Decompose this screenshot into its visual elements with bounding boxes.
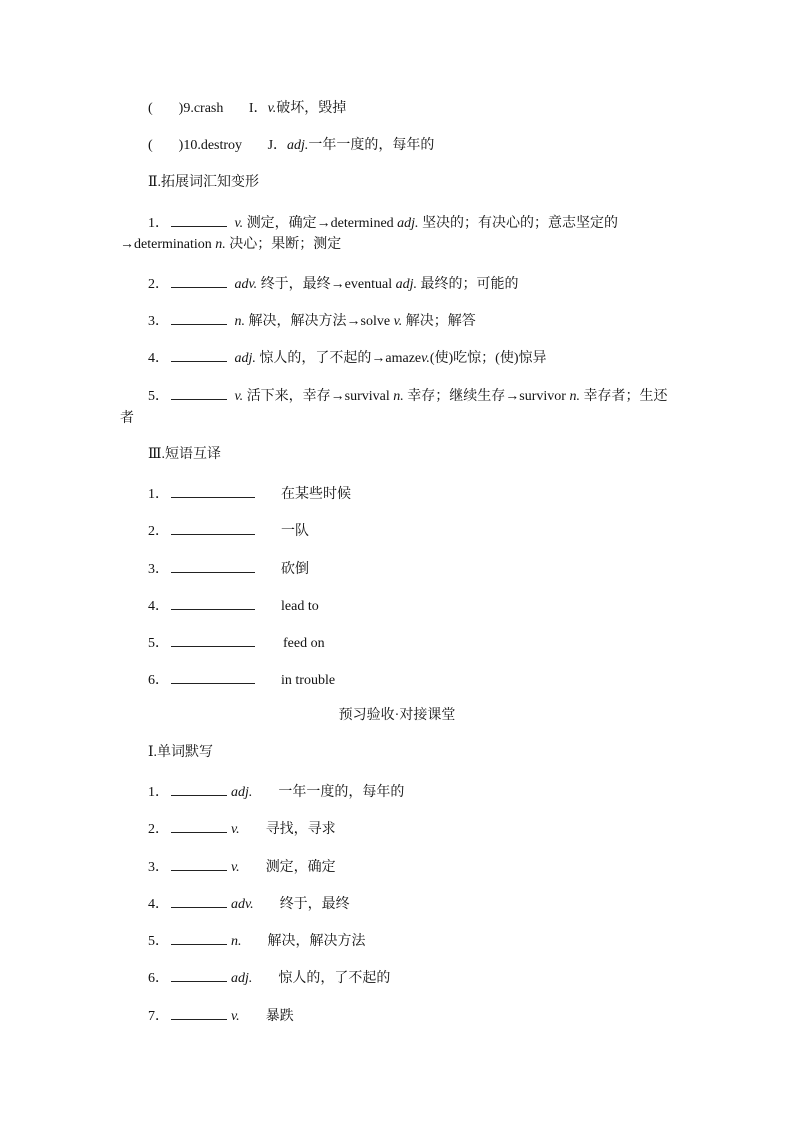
item-number: 1． xyxy=(148,785,169,800)
answer-blank[interactable] xyxy=(171,483,255,498)
item-text: 砍倒 xyxy=(281,562,309,577)
item-number: 6． xyxy=(148,971,169,986)
item-number: 3． xyxy=(148,860,169,875)
list-item xyxy=(148,856,336,877)
item-text: 幸存者；生还 xyxy=(583,389,668,404)
item-text: 最终的；可能的 xyxy=(420,277,519,292)
matching-meaning: 一年一度的，每年的 xyxy=(308,138,435,153)
item-text: 终于，最终→eventual xyxy=(260,277,393,292)
answer-blank[interactable] xyxy=(171,520,255,535)
list-item xyxy=(148,273,519,294)
answer-blank[interactable] xyxy=(171,273,227,288)
item-text: (使)吃惊；(使)惊异 xyxy=(429,351,547,366)
section-title: Ⅲ.短语互译 xyxy=(148,447,222,462)
pos-label: v. xyxy=(393,314,403,329)
list-item xyxy=(148,385,667,406)
paren-close: ) xyxy=(178,138,184,153)
item-text: 坚决的；有决心的；意志坚定的 xyxy=(422,216,619,231)
answer-blank[interactable] xyxy=(171,212,227,227)
answer-blank[interactable] xyxy=(171,385,227,400)
item-number: 3． xyxy=(148,314,169,329)
list-item xyxy=(148,483,351,504)
list-item xyxy=(148,893,350,914)
item-text: 活下来，幸存→survival xyxy=(246,389,390,404)
answer-blank[interactable] xyxy=(171,558,255,573)
pos-label: n. xyxy=(234,314,245,329)
paren-open: ( xyxy=(148,138,153,153)
item-text: 惊人的，了不起的 xyxy=(278,971,391,986)
list-item xyxy=(148,520,309,541)
matching-row-9 xyxy=(148,100,346,118)
item-number: 1． xyxy=(148,216,169,231)
answer-blank[interactable] xyxy=(171,347,227,362)
item-text: 幸存；继续生存→survivor xyxy=(407,389,566,404)
item-text: 解决，解决方法 xyxy=(267,934,366,949)
list-item xyxy=(148,558,309,579)
answer-blank[interactable] xyxy=(171,856,227,871)
list-item xyxy=(148,347,546,368)
item-number: 4． xyxy=(148,351,169,366)
item-number: 2． xyxy=(148,524,169,539)
item-text: 测定，确定→determined xyxy=(246,216,394,231)
answer-blank[interactable] xyxy=(171,595,255,610)
item-text: 寻找，寻求 xyxy=(265,822,336,837)
pos-label: n. xyxy=(231,934,242,949)
matching-word: 9.crash xyxy=(183,101,224,116)
matching-row-10 xyxy=(148,137,434,155)
pos-label: adj. xyxy=(234,351,256,366)
item-text: 一年一度的，每年的 xyxy=(278,785,405,800)
answer-blank[interactable] xyxy=(171,893,227,908)
answer-blank[interactable] xyxy=(171,1005,227,1020)
pos-label: v. xyxy=(234,389,244,404)
list-item xyxy=(148,632,325,653)
item-number: 4． xyxy=(148,897,169,912)
item-text: →determination xyxy=(120,237,212,252)
paren-open: ( xyxy=(148,101,153,116)
list-item xyxy=(148,595,319,616)
item-text: 终于，最终 xyxy=(279,897,350,912)
pos-label: v. xyxy=(231,822,240,837)
item-text: feed on xyxy=(283,636,325,651)
item-number: 4． xyxy=(148,599,169,614)
answer-blank[interactable] xyxy=(171,632,255,647)
matching-pos: v. xyxy=(267,101,277,116)
answer-blank[interactable] xyxy=(171,669,255,684)
pos-label: adj. xyxy=(397,216,419,231)
item-number: 5． xyxy=(148,636,169,651)
list-item xyxy=(148,967,390,988)
list-item xyxy=(148,818,336,839)
item-text: 惊人的，了不起的→amaze xyxy=(259,351,422,366)
item-number: 1． xyxy=(148,487,169,502)
item-number: 2． xyxy=(148,822,169,837)
item-text: 解决；解答 xyxy=(405,314,476,329)
pos-label: adv. xyxy=(231,897,254,912)
item-number: 5． xyxy=(148,389,169,404)
list-item xyxy=(148,781,404,802)
item-number: 3． xyxy=(148,562,169,577)
pos-label: v. xyxy=(234,216,244,231)
pos-label: adj. xyxy=(395,277,417,292)
section-title: Ⅱ.拓展词汇知变形 xyxy=(148,175,260,190)
pos-label: v. xyxy=(421,351,430,366)
item-text: 解决，解决方法→solve xyxy=(248,314,391,329)
pos-label: n. xyxy=(215,237,226,252)
item-text: lead to xyxy=(281,599,319,614)
list-item xyxy=(148,669,335,690)
list-item-continuation xyxy=(120,236,341,254)
pos-label: adj. xyxy=(231,971,253,986)
page-heading: 预习验收·对接课堂 xyxy=(338,708,456,723)
item-text: 测定，确定 xyxy=(265,860,336,875)
item-number: 2． xyxy=(148,277,169,292)
item-number: 5． xyxy=(148,934,169,949)
list-item xyxy=(148,212,618,233)
item-number: 7． xyxy=(148,1009,169,1024)
item-number: 6． xyxy=(148,673,169,688)
matching-pos: adj. xyxy=(287,138,309,153)
pos-label: v. xyxy=(231,860,240,875)
item-text: 暴跌 xyxy=(265,1009,294,1024)
pos-label: n. xyxy=(393,389,404,404)
item-text: in trouble xyxy=(281,673,336,688)
list-item xyxy=(148,1005,294,1026)
pos-label: adj. xyxy=(231,785,253,800)
item-text: 一队 xyxy=(281,524,309,539)
pos-label: v. xyxy=(231,1009,240,1024)
answer-blank[interactable] xyxy=(171,310,227,325)
answer-blank[interactable] xyxy=(171,781,227,796)
list-item xyxy=(148,310,476,331)
paren-close: ) xyxy=(178,101,184,116)
item-text: 在某些时候 xyxy=(281,487,351,502)
answer-blank[interactable] xyxy=(171,930,227,945)
matching-meaning: 破坏，毁掉 xyxy=(276,101,347,116)
list-item-continuation: 者 xyxy=(120,411,134,426)
answer-blank[interactable] xyxy=(171,818,227,833)
section-title: Ⅰ.单词默写 xyxy=(148,745,214,760)
matching-word: 10.destroy xyxy=(183,138,243,153)
answer-blank[interactable] xyxy=(171,967,227,982)
matching-letter: I． xyxy=(248,101,268,116)
pos-label: n. xyxy=(569,389,580,404)
item-text: 决心；果断；测定 xyxy=(229,237,342,252)
pos-label: adv. xyxy=(234,277,258,292)
matching-letter: J． xyxy=(267,138,288,153)
list-item xyxy=(148,930,366,951)
